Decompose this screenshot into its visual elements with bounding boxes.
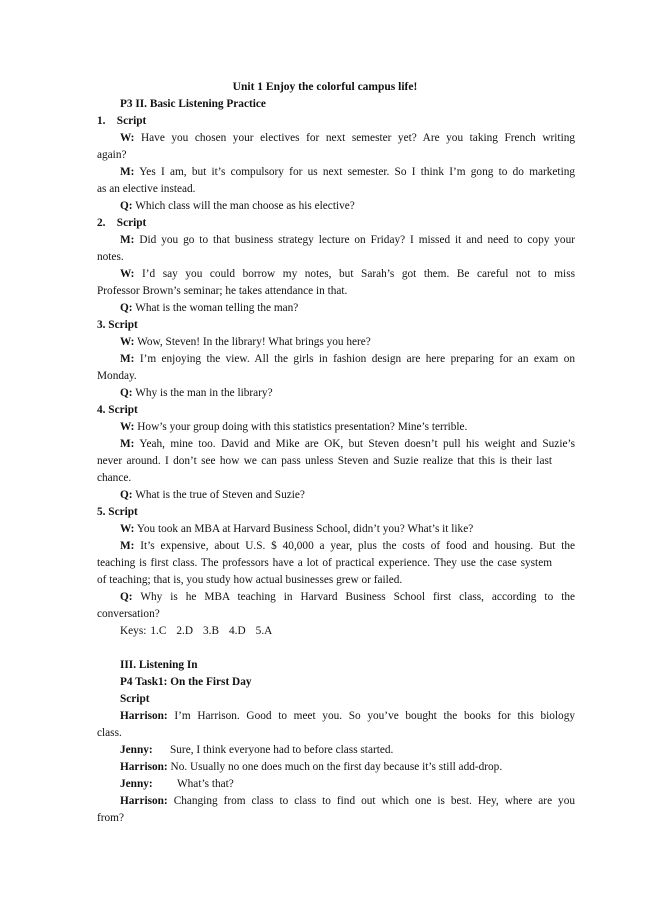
dialogue-line-1: Harrison: I’m Harrison. Good to meet you. So you’ve bought the books for this biology — [120, 710, 575, 722]
script-5-question: Q: Why is he MBA teaching in Harvard Business School first class, according to the — [120, 591, 575, 603]
script-2-m-line: M: Did you go to that business strategy lecture on Friday? I missed it and need to copy your — [120, 234, 575, 246]
page-title: Unit 1 Enjoy the colorful campus life! — [232, 81, 418, 93]
script-1-m-line: M: Yes I am, but it’s compulsory for us next semester. So I think I’m gong to do marketing — [120, 166, 576, 178]
script-4-m-cont2: chance. — [97, 472, 132, 484]
script-3-heading: 3. Script — [97, 319, 138, 331]
script-1-w-cont: again? — [97, 149, 127, 161]
script-1-m-cont: as an elective instead. — [97, 183, 196, 195]
task1-script-label: Script — [120, 693, 150, 705]
script-3-w-line: W: Wow, Steven! In the library! What brings you here? — [120, 336, 371, 348]
dialogue-line-5-cont: from? — [97, 812, 124, 824]
script-4-m-line: M: Yeah, mine too. David and Mike are OK, but Steven doesn’t pull his weight and Suzie’s — [120, 438, 576, 450]
key-5: 5.A — [255, 625, 273, 637]
script-2-w-line: W: I’d say you could borrow my notes, but Sarah’s got them. Be careful not to miss — [120, 268, 575, 280]
dialogue-line-3: Harrison: No. Usually no one does much on the first day because it’s still add-drop. — [120, 761, 503, 773]
script-3-question: Q: Why is the man in the library? — [120, 387, 273, 399]
section-heading-basic: P3 II. Basic Listening Practice — [120, 98, 266, 110]
dialogue-line-5: Harrison: Changing from class to class to find out which one is best. Hey, where are you — [120, 795, 575, 807]
script-5-m-line: M: It’s expensive, about U.S. $ 40,000 a year, plus the costs of food and housing. But the — [120, 540, 575, 552]
script-1-w-line: W: Have you chosen your electives for next semester yet? Are you taking French writing — [120, 132, 576, 144]
script-2-question: Q: What is the woman telling the man? — [120, 302, 299, 314]
key-1: 1.C — [150, 625, 167, 637]
script-4-heading: 4. Script — [97, 404, 138, 416]
script-5-heading: 5. Script — [97, 506, 138, 518]
script-5-m-cont: teaching is first class. The professors have a lot of practical experience. They use the case system — [97, 557, 552, 569]
script-4-question: Q: What is the true of Steven and Suzie? — [120, 489, 305, 501]
script-3-m-line: M: I’m enjoying the view. All the girls in fashion design are here preparing for an exam on — [120, 353, 575, 365]
key-3: 3.B — [203, 625, 220, 637]
section-heading-listening-in: III. Listening In — [120, 659, 198, 671]
task1-heading: P4 Task1: On the First Day — [120, 676, 252, 688]
answer-keys — [97, 623, 575, 640]
dialogue-line-4: Jenny: What’s that? — [120, 778, 234, 790]
script-1-heading: 1. Script — [97, 115, 147, 127]
script-2-m-cont: notes. — [97, 251, 124, 263]
dialogue-line-2: Jenny: Sure, I think everyone had to before class started. — [120, 744, 394, 756]
script-5-question-cont: conversation? — [97, 608, 160, 620]
dialogue-line-1-cont: class. — [97, 727, 122, 739]
script-2-heading: 2. Script — [97, 217, 147, 229]
script-5-w-line: W: You took an MBA at Harvard Business School, didn’t you? What’s it like? — [120, 523, 474, 535]
script-2-w-cont: Professor Brown’s seminar; he takes attendance in that. — [97, 285, 348, 297]
keys-label: Keys: — [120, 625, 147, 637]
script-1-question: Q: Which class will the man choose as his elective? — [120, 200, 355, 212]
key-2: 2.D — [176, 625, 194, 637]
key-4: 4.D — [229, 625, 246, 637]
script-4-m-cont: never around. I don’t see how we can pass unless Steven and Suzie realize that this is their last — [97, 455, 552, 467]
script-5-m-cont2: of teaching; that is, you study how actual businesses grew or failed. — [97, 574, 403, 586]
script-3-m-cont: Monday. — [97, 370, 137, 382]
script-4-w-line: W: How’s your group doing with this statistics presentation? Mine’s terrible. — [120, 421, 468, 433]
